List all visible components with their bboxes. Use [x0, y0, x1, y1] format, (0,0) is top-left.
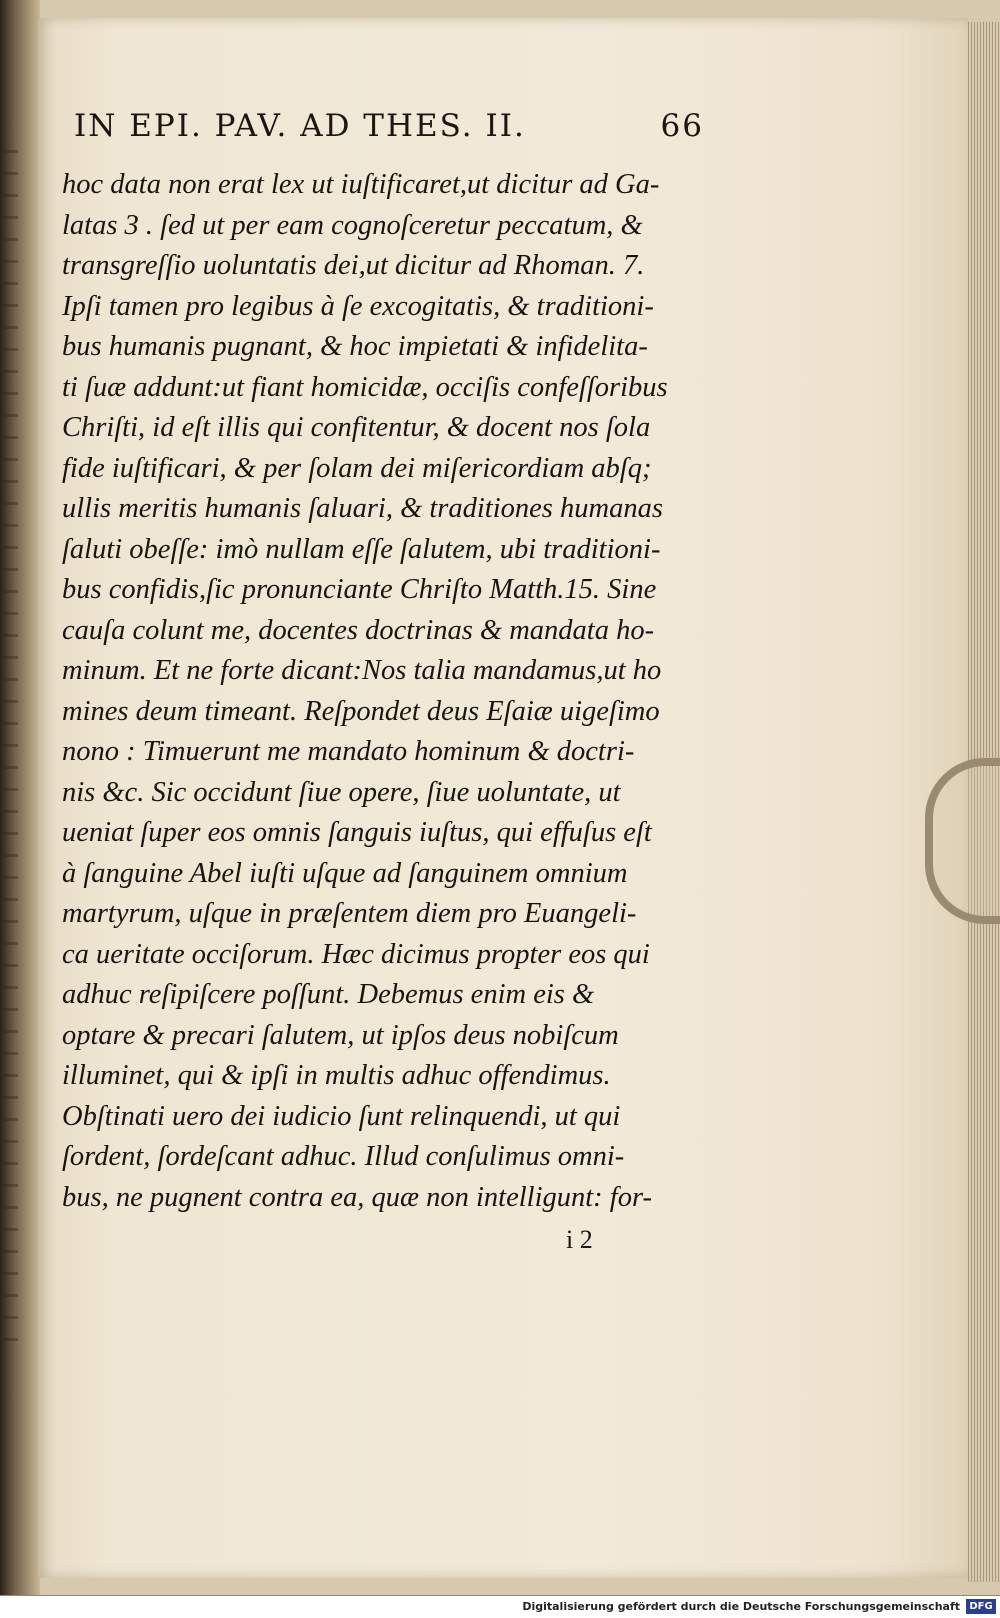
text-line: nis &c. Sic occidunt ſiue opere, ſiue uoluntate, ut	[62, 776, 621, 808]
body-text	[62, 165, 722, 1218]
text-line: ſaluti obeſſe: imò nullam eſſe ſalutem, ubi traditioni-	[62, 533, 661, 565]
text-line: martyrum, uſque in præſentem diem pro Euangeli-	[62, 898, 637, 929]
text-line: illuminet, qui & ipſi in multis adhuc offendimus.	[62, 1060, 611, 1091]
text-line: Obſtinati uero dei iudicio ſunt relinquendi, ut qui	[62, 1100, 621, 1132]
text-line: optare & precari ſalutem, ut ipſos deus nobiſcum	[62, 1019, 619, 1051]
digitization-credit: Digitalisierung gefördert durch die Deutsche Forschungsgemeinschaft	[522, 1600, 960, 1613]
text-line: ti ſuæ addunt:ut fiant homicidæ, occiſis confeſſoribus	[62, 371, 668, 403]
text-line: latas 3 . ſed ut per eam cognoſceretur peccatum, &	[62, 209, 643, 241]
text-line: bus confidis,ſic pronunciante Chriſto Matth.15. Sine	[62, 574, 657, 605]
text-line: Ipſi tamen pro legibus à ſe excogitatis, & traditioni-	[62, 290, 654, 322]
text-line: cauſa colunt me, docentes doctrinas & mandata ho-	[62, 614, 655, 646]
running-head	[74, 108, 714, 156]
text-line: nono : Timuerunt me mandato hominum & doctri-	[62, 736, 635, 767]
text-line: adhuc reſipiſcere poſſunt. Debemus enim eis &	[62, 979, 595, 1010]
text-line: ca ueritate occiſorum. Hæc dicimus propter eos qui	[62, 938, 650, 970]
book-binding-edge	[0, 0, 40, 1595]
text-line: minum. Et ne forte dicant:Nos talia mandamus,ut ho	[62, 655, 662, 686]
dfg-logo: DFG	[966, 1599, 996, 1614]
facing-page-edge	[4, 150, 18, 1350]
text-line: bus, ne pugnent contra ea, quæ non intelligunt: for-	[62, 1181, 652, 1213]
footer-bar	[0, 1595, 1000, 1618]
running-head-title: IN EPI. PAV. AD THES. II.	[74, 108, 526, 144]
text-line: ueniat ſuper eos omnis ſanguis iuſtus, qui effuſus eſt	[62, 817, 652, 848]
text-line: ullis meritis humanis ſaluari, & traditiones humanas	[62, 493, 663, 524]
folio-number: 66	[660, 108, 704, 144]
text-line: transgreſſio uoluntatis dei,ut dicitur ad Rhoman. 7.	[62, 250, 645, 281]
text-line: Chriſti, id eſt illis qui confitentur, & docent nos ſola	[62, 412, 651, 443]
text-line: bus humanis pugnant, & hoc impietati & infidelita-	[62, 331, 648, 362]
book-clasp	[925, 758, 1000, 924]
text-line: mines deum timeant. Reſpondet deus Eſaiæ uigeſimo	[62, 695, 660, 727]
text-line: fide iuſtificari, & per ſolam dei miſericordiam abſq;	[62, 452, 652, 484]
text-line: à ſanguine Abel iuſti uſque ad ſanguinem omnium	[62, 857, 628, 889]
text-line: ſordent, ſordeſcant adhuc. Illud conſulimus omni-	[62, 1141, 625, 1172]
text-line: hoc data non erat lex ut iuſtificaret,ut dicitur ad Ga-	[62, 169, 660, 200]
signature-mark: i 2	[566, 1225, 593, 1254]
